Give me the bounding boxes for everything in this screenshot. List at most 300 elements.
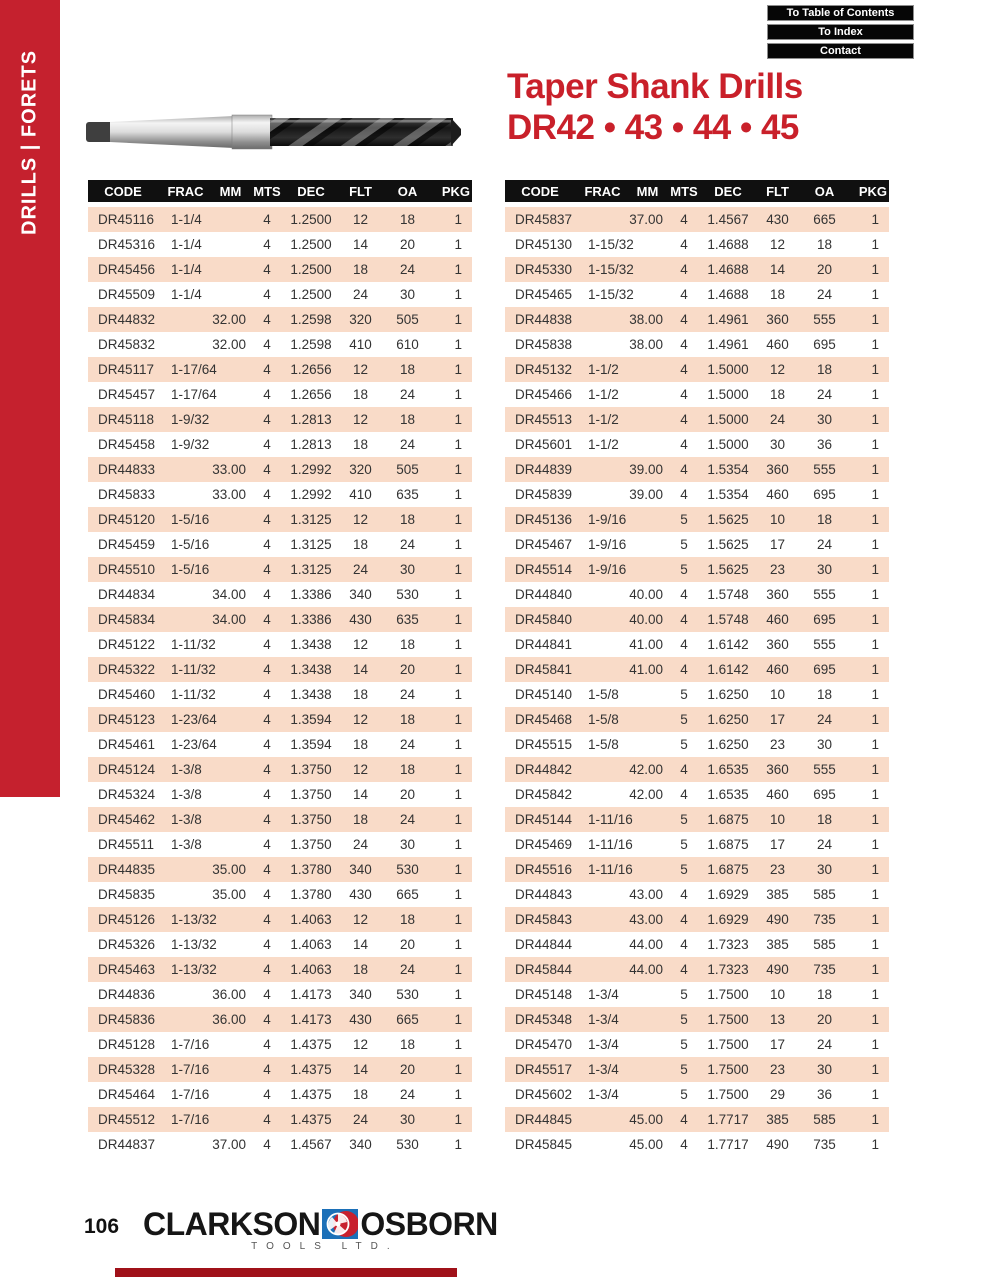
- table-row: [88, 1032, 472, 1057]
- table-cell: 505: [396, 462, 419, 477]
- table-cell: 4: [680, 337, 688, 352]
- table-cell: 1: [871, 712, 879, 727]
- table-cell: 23: [769, 862, 786, 877]
- table-cell: [630, 532, 665, 557]
- table-cell: 1.2992: [290, 487, 332, 502]
- table-cell: 360: [766, 462, 789, 477]
- table-cell: 33.00: [212, 487, 246, 502]
- table-row: [505, 357, 889, 382]
- table-cell: DR45462: [98, 812, 156, 827]
- table-cell: 18: [399, 762, 416, 777]
- table-cell: 1: [871, 287, 879, 302]
- sidebar: [0, 0, 60, 797]
- table-cell: 1: [871, 637, 879, 652]
- table-cell: DR44835: [98, 862, 156, 877]
- table-cell: 385: [766, 937, 789, 952]
- table-cell: 24: [399, 687, 416, 702]
- table-cell: [158, 457, 213, 482]
- table-cell: 1: [454, 862, 462, 877]
- table-cell: 1-13/32: [171, 937, 217, 952]
- table-row: [88, 682, 472, 707]
- nav-buttons: [767, 5, 914, 62]
- table-cell: 4: [680, 962, 688, 977]
- table-cell: 4: [263, 987, 271, 1002]
- table-cell: 30: [399, 287, 416, 302]
- table-cell: 4: [263, 362, 271, 377]
- table-cell: 14: [352, 237, 369, 252]
- table-cell: 460: [766, 787, 789, 802]
- table-cell: 24: [816, 837, 833, 852]
- table-cell: 1.3125: [290, 562, 332, 577]
- table-cell: [213, 1082, 248, 1107]
- to-table-of-contents-button[interactable]: To Table of Contents: [767, 5, 914, 21]
- table-row: [88, 1132, 472, 1157]
- table-cell: DR45328: [98, 1062, 156, 1077]
- table-cell: DR45464: [98, 1087, 156, 1102]
- table-cell: 4: [263, 312, 271, 327]
- table-cell: [213, 832, 248, 857]
- table-cell: 1-3/4: [588, 1037, 619, 1052]
- table-cell: 18: [352, 537, 369, 552]
- table-cell: 5: [680, 862, 688, 877]
- table-cell: 665: [813, 212, 836, 227]
- table-cell: 460: [766, 612, 789, 627]
- table-row: [88, 1057, 472, 1082]
- table-cell: 18: [816, 237, 833, 252]
- table-cell: 18: [352, 962, 369, 977]
- table-cell: 1.3750: [290, 762, 332, 777]
- table-cell: 1-17/64: [171, 362, 217, 377]
- table-cell: 635: [396, 612, 419, 627]
- table-cell: 39.00: [629, 462, 663, 477]
- table-cell: 1.4688: [707, 287, 749, 302]
- table-cell: 4: [680, 1137, 688, 1152]
- table-cell: [213, 957, 248, 982]
- table-cell: 1-23/64: [171, 712, 217, 727]
- table-cell: 1.7323: [707, 937, 749, 952]
- table-cell: [158, 482, 213, 507]
- table-cell: 410: [349, 487, 372, 502]
- table-cell: 4: [263, 1112, 271, 1127]
- table-cell: DR45832: [98, 337, 156, 352]
- table-cell: 12: [352, 212, 369, 227]
- table-cell: [630, 682, 665, 707]
- table-cell: [575, 457, 630, 482]
- table-cell: 585: [813, 1112, 836, 1127]
- table-cell: [158, 1007, 213, 1032]
- table-cell: 12: [352, 362, 369, 377]
- table-row: [505, 607, 889, 632]
- table-cell: 5: [680, 562, 688, 577]
- table-cell: [630, 1057, 665, 1082]
- table-cell: 1: [454, 637, 462, 652]
- table-cell: 24: [816, 1037, 833, 1052]
- table-cell: 1.6250: [707, 687, 749, 702]
- table-cell: 1: [871, 687, 879, 702]
- table-cell: 1.3780: [290, 862, 332, 877]
- table-cell: 4: [680, 437, 688, 452]
- table-row: [505, 207, 889, 232]
- page-number: 106: [84, 1215, 120, 1238]
- table-cell: 1-3/8: [171, 812, 202, 827]
- table-cell: 1.6875: [707, 837, 749, 852]
- table-cell: 1.5000: [707, 412, 749, 427]
- table-cell: [630, 1032, 665, 1057]
- table-cell: 1-11/32: [171, 662, 216, 677]
- table-cell: 13: [769, 1012, 786, 1027]
- table-cell: 12: [769, 237, 786, 252]
- table-cell: [213, 1057, 248, 1082]
- table-cell: [213, 657, 248, 682]
- table-cell: [213, 907, 248, 932]
- table-cell: 4: [263, 1137, 271, 1152]
- table-cell: 1.3438: [290, 687, 332, 702]
- table-cell: [213, 282, 248, 307]
- table-cell: 30: [769, 437, 786, 452]
- table-cell: 24: [399, 437, 416, 452]
- table-cell: 14: [352, 1062, 369, 1077]
- table-row: [505, 557, 889, 582]
- table-cell: DR45117: [98, 362, 155, 377]
- table-cell: 1: [454, 1062, 462, 1077]
- table-cell: 5: [680, 837, 688, 852]
- table-cell: 4: [263, 962, 271, 977]
- table-cell: 430: [349, 1012, 372, 1027]
- table-cell: DR45116: [98, 212, 155, 227]
- table-cell: DR45844: [515, 962, 573, 977]
- table-row: [505, 407, 889, 432]
- table-cell: 1.2656: [290, 387, 332, 402]
- table-cell: 1.3594: [290, 737, 332, 752]
- table-cell: 340: [349, 587, 372, 602]
- table-cell: [158, 307, 213, 332]
- table-cell: 1-3/8: [171, 787, 202, 802]
- table-cell: 10: [769, 512, 786, 527]
- table-cell: 18: [816, 687, 833, 702]
- table-cell: 1: [454, 262, 462, 277]
- table-cell: [213, 382, 248, 407]
- table-cell: 1-13/32: [171, 962, 217, 977]
- table-cell: 30: [399, 562, 416, 577]
- table-cell: 4: [263, 862, 271, 877]
- table-cell: 1: [454, 562, 462, 577]
- table-cell: 45.00: [629, 1112, 663, 1127]
- clarkson-osborn-logo-icon: [322, 1209, 358, 1239]
- table-cell: 1-3/4: [588, 1062, 619, 1077]
- table-cell: 18: [399, 212, 416, 227]
- table-cell: 1.3594: [290, 712, 332, 727]
- table-cell: 23: [769, 562, 786, 577]
- table-cell: 5: [680, 1062, 688, 1077]
- table-cell: 24: [399, 812, 416, 827]
- table-header: [88, 180, 472, 202]
- table-cell: 1.7323: [707, 962, 749, 977]
- table-cell: 555: [813, 762, 836, 777]
- table-cell: 1.4375: [290, 1112, 332, 1127]
- table-cell: 1: [871, 787, 879, 802]
- table-cell: 490: [766, 1137, 789, 1152]
- table-cell: 12: [352, 762, 369, 777]
- table-cell: 4: [263, 1062, 271, 1077]
- table-cell: DR45144: [515, 812, 573, 827]
- table-cell: [575, 307, 630, 332]
- table-cell: 1: [454, 462, 462, 477]
- table-cell: 1.4688: [707, 237, 749, 252]
- table-cell: 1: [454, 362, 462, 377]
- table-cell: [213, 257, 248, 282]
- table-cell: 1.3125: [290, 512, 332, 527]
- table-cell: 20: [816, 1012, 833, 1027]
- table-cell: DR44832: [98, 312, 156, 327]
- table-cell: 4: [263, 562, 271, 577]
- table-cell: 1: [871, 312, 879, 327]
- table-cell: 18: [399, 412, 416, 427]
- table-cell: 4: [263, 1087, 271, 1102]
- table-cell: 1-1/2: [588, 362, 619, 377]
- table-cell: 320: [349, 462, 372, 477]
- table-cell: 1: [454, 812, 462, 827]
- table-cell: [630, 707, 665, 732]
- table-cell: 1.4375: [290, 1062, 332, 1077]
- table-cell: DR45461: [98, 737, 156, 752]
- table-cell: DR45845: [515, 1137, 573, 1152]
- table-cell: 1-11/32: [171, 637, 216, 652]
- table-cell: 530: [396, 987, 419, 1002]
- table-cell: 1: [454, 937, 462, 952]
- table-cell: 735: [813, 912, 836, 927]
- table-cell: 1-7/16: [171, 1037, 210, 1052]
- table-cell: [630, 232, 665, 257]
- table-cell: 1.5354: [707, 487, 749, 502]
- table-cell: 30: [399, 1112, 416, 1127]
- table-cell: 18: [399, 912, 416, 927]
- table-cell: 4: [263, 1037, 271, 1052]
- table-cell: 430: [349, 612, 372, 627]
- table-cell: 24: [399, 262, 416, 277]
- table-row: [88, 657, 472, 682]
- table-cell: 1: [871, 537, 879, 552]
- table-cell: 1-3/8: [171, 762, 202, 777]
- table-cell: 1.2598: [290, 337, 332, 352]
- table-cell: 24: [352, 1112, 369, 1127]
- table-cell: 695: [813, 487, 836, 502]
- table-cell: 1: [454, 987, 462, 1002]
- column-header: OA: [397, 183, 418, 199]
- table-cell: 24: [352, 837, 369, 852]
- table-cell: 4: [680, 587, 688, 602]
- table-cell: 4: [680, 262, 688, 277]
- table-cell: 24: [399, 537, 416, 552]
- table-header: [505, 180, 889, 202]
- table-cell: 1-3/4: [588, 1087, 619, 1102]
- table-cell: 1.7500: [707, 1012, 749, 1027]
- column-header: FLT: [766, 183, 789, 199]
- table-cell: 4: [680, 462, 688, 477]
- table-cell: 1.4375: [290, 1087, 332, 1102]
- table-cell: 12: [769, 362, 786, 377]
- table-cell: 1.2656: [290, 362, 332, 377]
- to-index-button[interactable]: To Index: [767, 24, 914, 40]
- table-row: [505, 307, 889, 332]
- table-cell: 1: [454, 1137, 462, 1152]
- table-cell: 1.4063: [290, 912, 332, 927]
- table-cell: 1: [871, 937, 879, 952]
- table-cell: 4: [263, 887, 271, 902]
- table-cell: 5: [680, 987, 688, 1002]
- table-cell: 12: [352, 1037, 369, 1052]
- table-cell: 555: [813, 587, 836, 602]
- table-row: [88, 357, 472, 382]
- table-cell: 1: [454, 1037, 462, 1052]
- table-cell: 32.00: [212, 337, 246, 352]
- table-cell: 18: [352, 812, 369, 827]
- table-row: [88, 832, 472, 857]
- table-row: [505, 532, 889, 557]
- table-cell: [575, 582, 630, 607]
- table-cell: 14: [352, 787, 369, 802]
- table-cell: DR45128: [98, 1037, 156, 1052]
- sidebar-label: DRILLS | FORETS: [18, 49, 41, 236]
- table-cell: 35.00: [212, 887, 246, 902]
- table-cell: 30: [816, 1062, 833, 1077]
- table-cell: DR45835: [98, 887, 156, 902]
- table-cell: DR44834: [98, 587, 156, 602]
- table-row: [505, 957, 889, 982]
- table-cell: [158, 607, 213, 632]
- table-cell: 1: [871, 762, 879, 777]
- table-cell: 18: [399, 362, 416, 377]
- table-cell: 35.00: [212, 862, 246, 877]
- table-cell: 37.00: [212, 1137, 246, 1152]
- table-cell: 18: [399, 712, 416, 727]
- table-cell: 695: [813, 337, 836, 352]
- table-cell: 1: [871, 562, 879, 577]
- table-cell: 5: [680, 737, 688, 752]
- table-cell: DR45469: [515, 837, 573, 852]
- table-cell: 24: [816, 387, 833, 402]
- table-cell: [213, 757, 248, 782]
- table-cell: [575, 957, 630, 982]
- table-cell: 5: [680, 687, 688, 702]
- table-row: [505, 757, 889, 782]
- table-cell: 5: [680, 1087, 688, 1102]
- table-row: [505, 1057, 889, 1082]
- table-row: [88, 1007, 472, 1032]
- table-cell: 5: [680, 1037, 688, 1052]
- table-cell: 1.3750: [290, 812, 332, 827]
- table-cell: DR44833: [98, 462, 156, 477]
- table-cell: 1-7/16: [171, 1062, 210, 1077]
- table-cell: 1-9/16: [588, 562, 627, 577]
- table-cell: 1-11/32: [171, 687, 216, 702]
- contact-button[interactable]: Contact: [767, 43, 914, 59]
- table-row: [505, 582, 889, 607]
- table-cell: 1.2598: [290, 312, 332, 327]
- drill-tip: [451, 118, 461, 146]
- table-cell: 530: [396, 1137, 419, 1152]
- table-cell: 1.6929: [707, 912, 749, 927]
- table-cell: 1.3125: [290, 537, 332, 552]
- table-cell: 14: [352, 937, 369, 952]
- table-cell: 1.3750: [290, 787, 332, 802]
- table-cell: 1: [871, 987, 879, 1002]
- column-header: PKG: [441, 183, 470, 199]
- table-cell: 1: [454, 312, 462, 327]
- table-cell: 1.6875: [707, 812, 749, 827]
- table-cell: 530: [396, 587, 419, 602]
- table-cell: 735: [813, 962, 836, 977]
- table-cell: 4: [263, 512, 271, 527]
- drill-shank: [110, 116, 234, 148]
- table-cell: [158, 332, 213, 357]
- table-cell: 14: [769, 262, 786, 277]
- table-cell: [213, 807, 248, 832]
- table-row: [505, 482, 889, 507]
- table-cell: 1-9/32: [171, 412, 210, 427]
- table-row: [505, 1132, 889, 1157]
- table-cell: 1.6142: [707, 662, 749, 677]
- table-cell: 4: [263, 712, 271, 727]
- table-cell: 1.4063: [290, 962, 332, 977]
- table-cell: DR45833: [98, 487, 156, 502]
- table-cell: 1: [871, 337, 879, 352]
- table-cell: 4: [680, 662, 688, 677]
- table-cell: 4: [680, 887, 688, 902]
- table-cell: 1: [454, 787, 462, 802]
- table-cell: 4: [680, 287, 688, 302]
- table-cell: 1-15/32: [588, 237, 634, 252]
- table-row: [88, 732, 472, 757]
- table-cell: DR45516: [515, 862, 573, 877]
- table-cell: DR45839: [515, 487, 573, 502]
- table-cell: [575, 907, 630, 932]
- table-cell: 5: [680, 1012, 688, 1027]
- table-cell: 1: [454, 662, 462, 677]
- table-row: [505, 782, 889, 807]
- table-cell: 30: [816, 737, 833, 752]
- table-cell: [575, 332, 630, 357]
- table-cell: [575, 607, 630, 632]
- table-cell: DR44841: [515, 637, 573, 652]
- table-cell: 1.3386: [290, 587, 332, 602]
- table-cell: 4: [680, 387, 688, 402]
- table-cell: 385: [766, 1112, 789, 1127]
- table-row: [88, 982, 472, 1007]
- table-cell: 4: [263, 412, 271, 427]
- table-cell: 12: [352, 512, 369, 527]
- table-cell: 1.5354: [707, 462, 749, 477]
- table-row: [505, 432, 889, 457]
- table-cell: 41.00: [629, 637, 663, 652]
- table-cell: 4: [680, 787, 688, 802]
- table-cell: [213, 357, 248, 382]
- product-table-right: [505, 180, 889, 1157]
- table-cell: 1: [871, 1037, 879, 1052]
- table-row: [88, 582, 472, 607]
- table-cell: [213, 1107, 248, 1132]
- table-cell: 4: [263, 287, 271, 302]
- table-cell: 20: [816, 262, 833, 277]
- table-cell: 17: [769, 1037, 786, 1052]
- table-cell: 1: [871, 862, 879, 877]
- table-row: [88, 232, 472, 257]
- table-cell: [213, 707, 248, 732]
- table-cell: 4: [680, 912, 688, 927]
- table-cell: [630, 1082, 665, 1107]
- table-cell: DR45456: [98, 262, 156, 277]
- table-cell: 20: [399, 1062, 416, 1077]
- table-cell: 4: [263, 612, 271, 627]
